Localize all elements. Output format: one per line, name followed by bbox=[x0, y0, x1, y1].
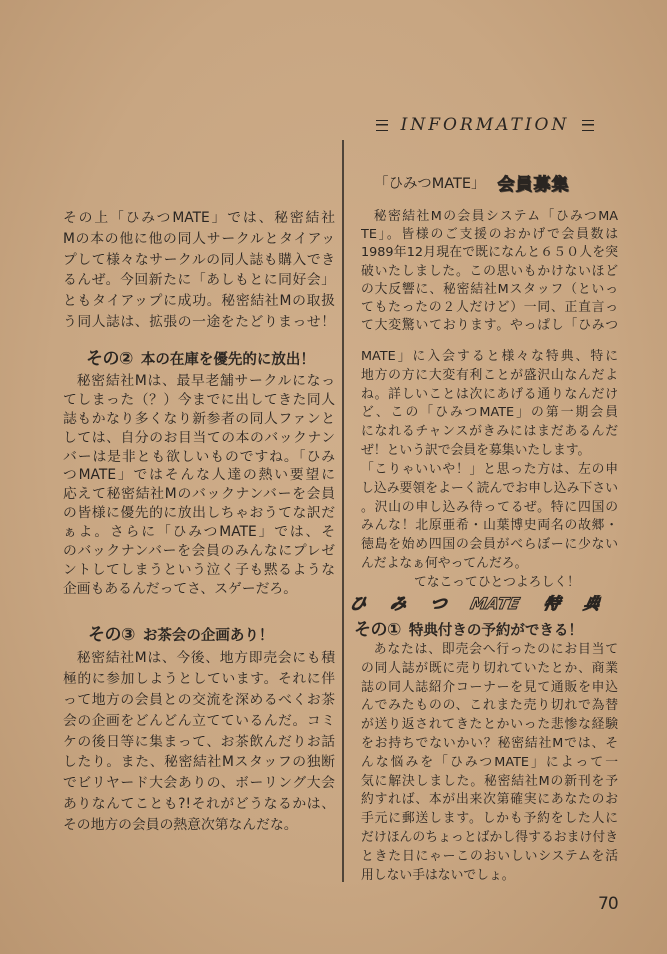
text-line: ど、この「ひみつMATE」の第一期会員 bbox=[361, 405, 618, 421]
text-line: をお持ちでないかい？秘密結社Mでは、そ bbox=[361, 735, 618, 751]
section-2-number: その② bbox=[86, 349, 133, 369]
intro-paragraph bbox=[63, 208, 335, 333]
closing-line: てなこってひとつよろしく！ bbox=[414, 575, 580, 590]
text-line: になれるチャンスがきみにはまだあるんだ bbox=[361, 424, 618, 440]
text-line: 秘密結社Mは、最早老舗サークルになっ bbox=[76, 373, 335, 389]
text-line: て大変驚いております。やっぱし「ひみつ bbox=[361, 318, 618, 334]
text-line: ぜ！という訳で会員を募集いたします。 bbox=[361, 442, 591, 458]
text-line: んだよなぁ何やってんだろ。 bbox=[361, 555, 528, 571]
text-line: てしまった（？）今までに出してきた同人 bbox=[63, 391, 335, 408]
text-line: バーは是非とも欲しいものですね。「ひみ bbox=[63, 448, 335, 465]
recruitment-paragraph-1 bbox=[361, 208, 618, 335]
text-line: 会の企画をどんどん立てているんだ。コミ bbox=[63, 712, 335, 729]
text-line: ケの後日等に集まって、お茶飲んだりお話 bbox=[63, 733, 335, 750]
text-line: みんな！北原亜希・山葉博史両名の故郷・ bbox=[361, 518, 618, 534]
text-line: 企画もあるんだってさ、スゲーだろ。 bbox=[63, 580, 297, 597]
triple-bar-icon bbox=[582, 120, 594, 131]
text-line: 徳島を始め四国の会員がべらぼーに少ない bbox=[361, 537, 618, 553]
text-line: TE」。皆様のご支援のおかげで会員数は bbox=[361, 227, 618, 243]
text-line: 秘密結社Mは、今後、地方即売会にも積 bbox=[76, 650, 335, 666]
section-1-number: その① bbox=[354, 620, 401, 640]
text-line: てもたったの２人だけど）一同、正直言っ bbox=[361, 299, 618, 315]
text-line: 。沢山の申し込み待ってるぜ。特に四国の bbox=[361, 499, 618, 515]
text-line: の皆様に優先的に放出しちゃおうてな訳だ bbox=[63, 505, 335, 522]
text-line: 用しない手はないでしょ。 bbox=[361, 867, 515, 883]
section-2-heading bbox=[86, 344, 328, 370]
text-line: 秘密結社Mの会員システム「ひみつMA bbox=[373, 209, 618, 224]
text-line: 「こりゃいいや！」と思った方は、左の申 bbox=[361, 462, 618, 477]
text-line: ともタイアップに成功。秘密結社Mの取扱 bbox=[63, 293, 335, 310]
benefits-heading: ひみつMATE特典 bbox=[348, 594, 603, 613]
text-line: Mの本の他に他の同人サークルとタイアッ bbox=[63, 230, 335, 247]
text-line: 約すれば、本が出来次第確実にあなたのお bbox=[361, 792, 618, 808]
text-line: その上「ひみつMATE」では、秘密結社 bbox=[63, 210, 335, 226]
recruitment-paragraph-2 bbox=[361, 348, 618, 461]
text-line: ありなんてことも?!それがどうなるかは、 bbox=[63, 796, 335, 813]
text-line: し込み要領をよーく読んでお申し込み下さい bbox=[361, 480, 618, 496]
text-line: でビリヤード大会ありの、ボーリング大会 bbox=[63, 775, 335, 792]
recruitment-title bbox=[374, 168, 586, 196]
section-3-number: その③ bbox=[88, 625, 135, 645]
text-line: ね。詳しいことは次にあげる通りなんだけ bbox=[361, 386, 618, 402]
text-line: 気に解決しました。秘密結社Mの新刊を予 bbox=[361, 773, 618, 789]
text-line: が送り返されてきたとかいった悲惨な経験 bbox=[361, 717, 618, 733]
text-line: 極的に参加しようとしています。それに伴 bbox=[63, 670, 335, 687]
recruitment-title-name: 「ひみつMATE」 bbox=[374, 175, 486, 192]
section-1-heading bbox=[354, 615, 594, 641]
text-line: のバックナンバーを会員のみんなにプレゼ bbox=[63, 543, 335, 560]
text-line: って地方の会員との交流を深めるべくお茶 bbox=[63, 691, 335, 708]
recruitment-paragraph-3 bbox=[361, 461, 618, 574]
section-1-paragraph bbox=[361, 641, 618, 885]
text-line: 地方の方に大変有利ことが盛沢山なんだよ bbox=[361, 367, 618, 383]
section-3-heading bbox=[88, 620, 298, 646]
text-line: あなたは、即売会へ行ったのにお目当て bbox=[373, 642, 618, 657]
text-line: しては、自分のお目当ての本のバックナン bbox=[63, 429, 335, 446]
section-2-title: 本の在庫を優先的に放出！ bbox=[140, 352, 315, 368]
text-line: んでみたものの、これまた売り切れで為替 bbox=[361, 698, 618, 714]
section-3-title: お茶会の企画あり！ bbox=[142, 628, 274, 644]
triple-bar-icon bbox=[376, 120, 388, 131]
column-divider bbox=[342, 140, 344, 882]
text-line: んな悩みを「ひみつMATE」によって一 bbox=[361, 754, 618, 770]
text-line: したり。また、秘密結社Mスタッフの独断 bbox=[63, 754, 335, 771]
text-line: プして様々なサークルの同人誌も購入でき bbox=[63, 251, 335, 268]
text-line: の大反響に、秘密結社Mスタッフ（といっ bbox=[361, 281, 618, 297]
text-line: その地方の会員の熱意次第なんだな。 bbox=[63, 817, 298, 834]
text-line: だけほんのちょっとばかし得するおまけ付き bbox=[361, 829, 618, 845]
text-line: 破いたしました。この思いもかけないほど bbox=[361, 263, 618, 279]
text-line: ントしてしまうという泣く子も黙るような bbox=[63, 561, 335, 578]
text-line: るんぜ。今回新たに「あしもとに同好会」 bbox=[63, 272, 335, 289]
section-2-paragraph bbox=[63, 372, 335, 599]
text-line: MATE」に入会すると様々な特典、特に bbox=[361, 349, 618, 364]
text-line: 誌の同人誌紹介コーナーを見て通販を申込 bbox=[361, 679, 618, 695]
text-line: 応えて秘密結社Mのバックナンバーを会員 bbox=[63, 486, 335, 503]
information-title: INFORMATION bbox=[400, 115, 570, 135]
information-header bbox=[376, 112, 594, 138]
text-line: 手元に郵送します。しかも予約をした人に bbox=[361, 811, 618, 827]
text-line: ぁよ。さらに「ひみつMATE」では、そ bbox=[63, 524, 335, 541]
text-line: ときた日にゃーこのおいしいシステムを活 bbox=[361, 848, 618, 864]
text-line: つMATE」ではそんな人達の熱い要望に bbox=[63, 467, 335, 484]
text-line: う同人誌は、拡張の一途をたどりまっせ！ bbox=[63, 313, 335, 330]
text-line: 誌もかなり多くなり新参者の同人ファンと bbox=[63, 410, 335, 427]
text-line: 1989年12月現在で既になんと６５０人を突 bbox=[361, 245, 618, 261]
section-1-title: 特典付きの予約ができる！ bbox=[408, 623, 583, 639]
recruitment-title-label: 会員募集 bbox=[497, 174, 570, 195]
section-3-paragraph bbox=[63, 648, 335, 836]
text-line: の同人誌が既に売り切れていたとか、商業 bbox=[361, 660, 618, 676]
page-number: 70 bbox=[598, 894, 618, 914]
